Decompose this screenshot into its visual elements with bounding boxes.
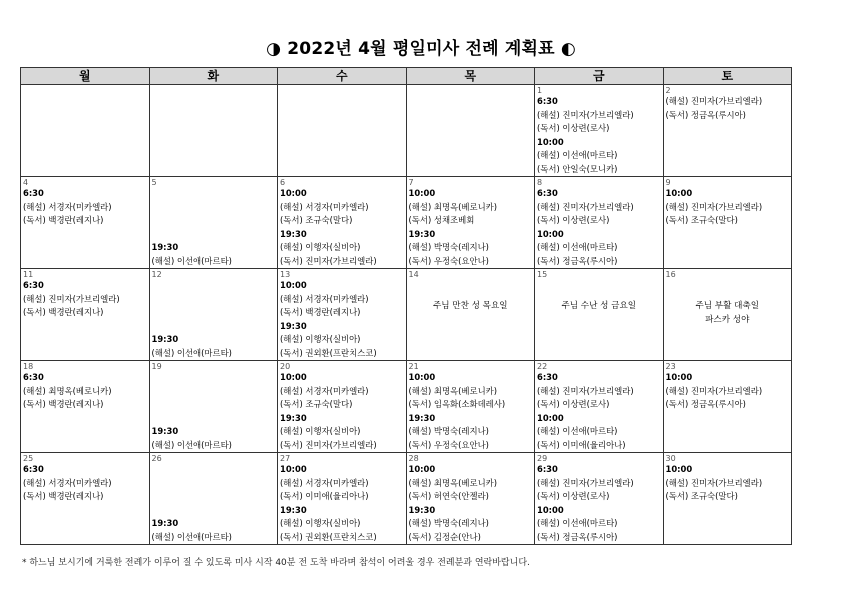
assignment-line: (독서) 정금옥(루시아)	[665, 399, 746, 410]
schedule-entries	[280, 371, 405, 452]
assignment-line: (해설) 최명옥(베로니카)	[408, 385, 498, 396]
assignment-line: (독서) 정금옥(루시아)	[537, 531, 618, 542]
schedule-entries	[23, 279, 148, 320]
schedule-entries	[537, 95, 662, 176]
day-cell	[21, 85, 150, 177]
assignment-line: (해설) 이선애(마르타)	[151, 439, 232, 450]
day-number: 30	[665, 454, 676, 463]
assignment-line: (독서) 진미자(가브리엘라)	[280, 439, 377, 450]
mass-time: 6:30	[537, 372, 558, 382]
day-cell-content	[150, 453, 278, 544]
feast-label-line: 파스카 성야	[705, 315, 750, 325]
schedule-entries	[537, 371, 662, 452]
day-cell	[406, 361, 535, 453]
day-number: 12	[151, 270, 162, 279]
assignment-line: (해설) 이선애(마르타)	[151, 255, 232, 266]
assignment-line: (해설) 이선애(마르타)	[151, 531, 232, 542]
day-cell-content	[278, 453, 406, 544]
assignment-line: (해설) 진미자(가브리엘라)	[537, 109, 634, 120]
assignment-line: (해설) 서경자(미카엘라)	[280, 293, 369, 304]
assignment-line: (해설) 이선애(마르타)	[537, 426, 618, 437]
mass-time: 19:30	[408, 504, 436, 515]
day-number: 8	[537, 178, 543, 187]
day-number: 21	[408, 362, 419, 371]
day-cell-content	[407, 453, 535, 544]
schedule-entries	[409, 463, 534, 544]
day-number: 4	[23, 178, 29, 187]
mass-time: 19:30	[280, 320, 307, 331]
day-number: 14	[408, 270, 419, 279]
assignment-line: (독서) 백경란(레지나)	[23, 215, 104, 226]
schedule-entries	[152, 279, 277, 360]
day-cell	[278, 453, 407, 545]
assignment-line: (해설) 박명숙(레지나)	[408, 518, 489, 529]
day-cell-content	[535, 85, 663, 176]
mass-time: 10:00	[408, 188, 436, 198]
assignment-line: (해설) 이선애(마르타)	[537, 150, 618, 161]
day-number: 28	[408, 454, 419, 463]
day-cell-content	[664, 453, 792, 544]
day-cell	[406, 85, 535, 177]
day-cell-content	[150, 85, 278, 176]
day-cell	[149, 177, 278, 269]
assignment-line: (독서) 이상련(로사)	[537, 399, 610, 410]
day-number: 7	[408, 178, 414, 187]
day-cell-content	[278, 177, 406, 268]
day-number: 19	[151, 362, 162, 371]
feast-label-line: 주님 부활 대축일	[695, 301, 760, 311]
assignment-line: (해설) 진미자(가브리엘라)	[537, 385, 634, 396]
assignment-line: (해설) 진미자(가브리엘라)	[665, 201, 763, 212]
blank-line	[152, 398, 277, 412]
schedule-entries	[23, 187, 148, 228]
day-cell-content	[407, 85, 535, 176]
day-cell-content	[407, 361, 535, 452]
week-row	[21, 177, 792, 269]
day-cell-content	[535, 361, 663, 452]
weekday-header: 금	[535, 68, 664, 85]
blank-line	[152, 306, 277, 320]
assignment-line: (해설) 서경자(미카엘라)	[280, 477, 369, 488]
schedule-entries	[537, 463, 662, 544]
schedule-entries	[280, 463, 405, 544]
assignment-line: (독서) 백경란(레지나)	[280, 307, 361, 318]
blank-line	[152, 412, 277, 426]
day-cell-content	[535, 269, 663, 360]
day-number: 5	[151, 178, 157, 187]
feast-label	[664, 299, 792, 327]
schedule-entries	[280, 187, 405, 268]
day-cell-content	[535, 453, 663, 544]
feast-label-line: 주님 만찬 성 목요일	[432, 301, 508, 311]
assignment-line: (해설) 진미자(가브리엘라)	[23, 293, 120, 304]
week-row	[21, 453, 792, 545]
day-cell	[278, 85, 407, 177]
assignment-line: (독서) 조규숙(말다)	[280, 399, 353, 410]
blank-line	[152, 477, 277, 491]
day-number: 22	[537, 362, 548, 371]
blank-line	[152, 463, 277, 477]
assignment-line: (독서) 백경란(레지나)	[23, 399, 104, 410]
mass-time: 6:30	[23, 372, 44, 382]
day-cell-content	[21, 269, 149, 360]
assignment-line: (독서) 우정숙(요안나)	[408, 439, 489, 450]
assignment-line: (독서) 이상련(로사)	[537, 123, 610, 134]
assignment-line: (독서) 조규숙(말다)	[280, 215, 353, 226]
weekday-header: 토	[663, 68, 792, 85]
day-cell-content	[664, 269, 792, 360]
mass-time: 19:30	[408, 228, 436, 239]
day-number: 9	[665, 178, 671, 187]
day-cell	[535, 453, 664, 545]
day-cell	[149, 269, 278, 361]
assignment-line: (해설) 서경자(미카엘라)	[280, 385, 369, 396]
day-cell	[663, 269, 792, 361]
day-cell	[21, 269, 150, 361]
day-number: 26	[151, 454, 162, 463]
assignment-line: (독서) 백경란(레지나)	[23, 491, 104, 502]
feast-label-line: 주님 수난 성 금요일	[561, 301, 637, 311]
day-cell-content	[278, 361, 406, 452]
mass-time: 6:30	[23, 280, 44, 290]
schedule-entries	[152, 187, 277, 268]
day-cell-content	[278, 269, 406, 360]
day-cell	[149, 453, 278, 545]
day-cell	[535, 361, 664, 453]
day-cell	[535, 85, 664, 177]
blank-line	[152, 228, 277, 242]
day-cell	[278, 361, 407, 453]
mass-time: 19:30	[280, 228, 307, 239]
day-number: 6	[280, 178, 286, 187]
day-number: 18	[23, 362, 34, 371]
schedule-entries	[666, 95, 791, 122]
schedule-entries	[23, 371, 148, 412]
day-cell	[149, 85, 278, 177]
mass-time: 10:00	[280, 372, 307, 382]
assignment-line: (독서) 이상련(로사)	[537, 491, 610, 502]
mass-time: 10:00	[408, 464, 436, 474]
day-cell	[278, 269, 407, 361]
day-cell-content	[407, 269, 535, 360]
week-row	[21, 361, 792, 453]
mass-time: 6:30	[537, 96, 558, 106]
assignment-line: (해설) 이선애(마르타)	[151, 347, 232, 358]
mass-time: 19:30	[280, 504, 307, 515]
mass-time: 6:30	[23, 464, 44, 474]
assignment-line: (해설) 최명옥(베로니카)	[408, 477, 498, 488]
schedule-entries	[409, 187, 534, 268]
assignment-line: (독서) 이미애(율리아나)	[280, 491, 369, 502]
mass-time: 19:30	[151, 426, 179, 437]
assignment-line: (해설) 최명옥(베로니카)	[408, 201, 498, 212]
day-number: 1	[537, 86, 543, 95]
feast-label	[407, 299, 535, 313]
day-number: 20	[280, 362, 291, 371]
blank-line	[152, 504, 277, 518]
mass-time: 10:00	[665, 372, 693, 382]
schedule-entries	[666, 187, 791, 228]
day-cell	[149, 361, 278, 453]
blank-line	[152, 187, 277, 201]
day-number: 11	[23, 270, 34, 279]
mass-time: 10:00	[665, 188, 693, 198]
mass-time: 6:30	[537, 188, 558, 198]
schedule-entries	[152, 371, 277, 452]
schedule-entries	[23, 463, 148, 504]
assignment-line: (해설) 최명옥(베로니카)	[23, 385, 112, 396]
day-cell	[406, 269, 535, 361]
blank-line	[152, 279, 277, 293]
assignment-line: (해설) 이행자(실비아)	[280, 242, 361, 253]
day-cell-content	[21, 177, 149, 268]
assignment-line: (독서) 권외환(프란치스코)	[280, 347, 377, 358]
assignment-line: (독서) 진미자(가브리엘라)	[280, 255, 377, 266]
schedule-entries	[280, 279, 405, 360]
assignment-line: (해설) 이행자(실비아)	[280, 334, 361, 345]
weekday-header: 수	[278, 68, 407, 85]
schedule-entries	[666, 463, 791, 504]
blank-line	[152, 320, 277, 334]
day-cell	[663, 361, 792, 453]
blank-line	[152, 385, 277, 399]
mass-time: 19:30	[151, 334, 179, 345]
day-cell	[21, 453, 150, 545]
day-cell	[406, 453, 535, 545]
day-cell-content	[407, 177, 535, 268]
mass-time: 19:30	[408, 412, 436, 423]
blank-line	[152, 293, 277, 307]
mass-time: 10:00	[280, 464, 307, 474]
day-cell	[21, 361, 150, 453]
mass-time: 10:00	[537, 136, 564, 147]
mass-time: 10:00	[280, 280, 307, 290]
assignment-line: (독서) 임옥화(소화데레사)	[408, 399, 506, 410]
day-cell	[663, 85, 792, 177]
weekday-header-row	[21, 68, 792, 85]
weekday-header: 목	[406, 68, 535, 85]
page-title: ◑ 2022년 4월 평일미사 전례 계획표 ◐	[266, 39, 576, 59]
day-cell-content	[664, 177, 792, 268]
assignment-line: (독서) 권외환(프란치스코)	[280, 531, 377, 542]
day-cell-content	[150, 269, 278, 360]
assignment-line: (독서) 정금옥(루시아)	[665, 109, 746, 120]
schedule-entries	[409, 371, 534, 452]
day-cell	[535, 269, 664, 361]
assignment-line: (해설) 진미자(가브리엘라)	[537, 201, 634, 212]
assignment-line: (독서) 정금옥(루시아)	[537, 255, 618, 266]
blank-line	[152, 371, 277, 385]
mass-time: 10:00	[665, 464, 693, 474]
assignment-line: (독서) 조규숙(말다)	[665, 491, 738, 502]
day-cell	[406, 177, 535, 269]
mass-time: 10:00	[408, 372, 436, 382]
day-number: 29	[537, 454, 548, 463]
day-cell-content	[664, 85, 792, 176]
mass-time: 10:00	[537, 228, 564, 239]
assignment-line: (독서) 이미애(율리아나)	[537, 439, 626, 450]
mass-time: 10:00	[537, 504, 564, 515]
schedule-entries	[152, 463, 277, 544]
day-cell-content	[150, 361, 278, 452]
day-number: 2	[665, 86, 671, 95]
blank-line	[152, 214, 277, 228]
assignment-line: (해설) 이선애(마르타)	[537, 242, 618, 253]
assignment-line: (해설) 이행자(실비아)	[280, 426, 361, 437]
schedule-entries	[537, 187, 662, 268]
assignment-line: (독서) 허연숙(안젤라)	[408, 491, 489, 502]
assignment-line: (해설) 진미자(가브리엘라)	[537, 477, 634, 488]
mass-time: 6:30	[537, 464, 558, 474]
day-number: 16	[665, 270, 676, 279]
assignment-line: (해설) 이행자(실비아)	[280, 518, 361, 529]
day-cell	[535, 177, 664, 269]
assignment-line: (해설) 서경자(미카엘라)	[280, 201, 369, 212]
day-cell-content	[21, 361, 149, 452]
day-cell	[21, 177, 150, 269]
assignment-line: (해설) 박명숙(레지나)	[408, 426, 489, 437]
schedule-table	[20, 67, 792, 545]
mass-time: 10:00	[537, 412, 564, 423]
day-cell-content	[664, 361, 792, 452]
footnote: * 하느님 보시기에 거룩한 전례가 이루어 질 수 있도록 미사 시작 40분 전 도착 바라며 참석이 어려울 경우 전례분과 연락바랍니다.	[22, 558, 530, 568]
day-cell-content	[150, 177, 278, 268]
weekday-header: 월	[21, 68, 150, 85]
day-cell-content	[21, 85, 149, 176]
day-number: 13	[280, 270, 291, 279]
assignment-line: (해설) 진미자(가브리엘라)	[665, 385, 763, 396]
assignment-line: (해설) 이선애(마르타)	[537, 518, 618, 529]
assignment-line: (독서) 백경란(레지나)	[23, 307, 104, 318]
assignment-line: (독서) 성채조베회	[408, 215, 475, 226]
mass-time: 6:30	[23, 188, 44, 198]
assignment-line: (해설) 서경자(미카엘라)	[23, 477, 112, 488]
assignment-line: (해설) 진미자(가브리엘라)	[665, 96, 763, 106]
assignment-line: (독서) 안일숙(모니카)	[537, 163, 618, 174]
blank-line	[152, 201, 277, 215]
day-number: 25	[23, 454, 34, 463]
week-row	[21, 85, 792, 177]
day-cell	[663, 453, 792, 545]
day-number: 27	[280, 454, 291, 463]
day-cell	[663, 177, 792, 269]
day-number: 23	[665, 362, 676, 371]
day-cell	[278, 177, 407, 269]
mass-time: 19:30	[151, 518, 179, 529]
assignment-line: (해설) 서경자(미카엘라)	[23, 201, 112, 212]
assignment-line: (독서) 조규숙(말다)	[665, 215, 738, 226]
day-cell-content	[535, 177, 663, 268]
assignment-line: (독서) 이상련(로사)	[537, 215, 610, 226]
week-row	[21, 269, 792, 361]
mass-time: 19:30	[151, 242, 179, 253]
assignment-line: (독서) 김정순(안나)	[408, 531, 481, 542]
schedule-entries	[666, 371, 791, 412]
mass-time: 19:30	[280, 412, 307, 423]
blank-line	[152, 490, 277, 504]
mass-time: 10:00	[280, 188, 307, 198]
feast-label	[535, 299, 663, 313]
assignment-line: (해설) 진미자(가브리엘라)	[665, 477, 763, 488]
day-cell-content	[278, 85, 406, 176]
weekday-header: 화	[149, 68, 278, 85]
assignment-line: (독서) 우정숙(요안나)	[408, 255, 489, 266]
day-number: 15	[537, 270, 548, 279]
assignment-line: (해설) 박명숙(레지나)	[408, 242, 489, 253]
day-cell-content	[21, 453, 149, 544]
